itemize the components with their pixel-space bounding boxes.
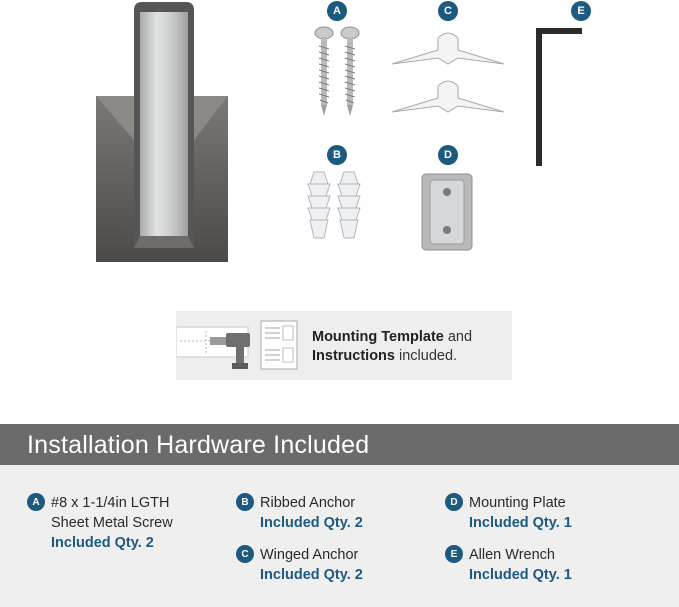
section-title: Installation Hardware Included bbox=[27, 431, 370, 459]
badge-d: D bbox=[438, 145, 458, 165]
item-qty: Included Qty. 1 bbox=[469, 515, 572, 531]
instructions-icon bbox=[260, 320, 298, 370]
item-qty: Included Qty. 1 bbox=[469, 567, 572, 583]
hardware-list bbox=[0, 465, 679, 607]
item-qty: Included Qty. 2 bbox=[260, 515, 363, 531]
badge-b: B bbox=[327, 145, 347, 165]
winged-anchors-image bbox=[388, 24, 508, 120]
badge-e: E bbox=[571, 1, 591, 21]
item-badge: B bbox=[236, 493, 254, 511]
item-name: Winged Anchor bbox=[260, 547, 359, 563]
section-header bbox=[0, 424, 679, 465]
item-badge: D bbox=[445, 493, 463, 511]
badge-a: A bbox=[327, 1, 347, 21]
item-name: Ribbed Anchor bbox=[260, 495, 356, 511]
robe-hook-image bbox=[94, 0, 230, 262]
item-badge: C bbox=[236, 545, 254, 563]
mounting-template-text: Mounting Template and Instructions included. bbox=[312, 329, 473, 364]
item-qty: Included Qty. 2 bbox=[51, 535, 154, 551]
mounting-template-note bbox=[176, 311, 512, 380]
item-name: Mounting Plate bbox=[469, 495, 566, 511]
item-badge: A bbox=[27, 493, 45, 511]
item-name: #8 x 1-1/4in LGTH bbox=[51, 495, 170, 511]
ribbed-anchors-image bbox=[300, 170, 370, 242]
item-name-line2: Sheet Metal Screw bbox=[51, 515, 173, 531]
badge-c: C bbox=[438, 1, 458, 21]
item-name: Allen Wrench bbox=[469, 547, 555, 563]
allen-wrench-image bbox=[530, 24, 586, 169]
item-badge: E bbox=[445, 545, 463, 563]
item-qty: Included Qty. 2 bbox=[260, 567, 363, 583]
screws-image bbox=[310, 24, 366, 119]
mounting-plate-image bbox=[420, 172, 474, 252]
drill-template-icon bbox=[176, 321, 256, 373]
